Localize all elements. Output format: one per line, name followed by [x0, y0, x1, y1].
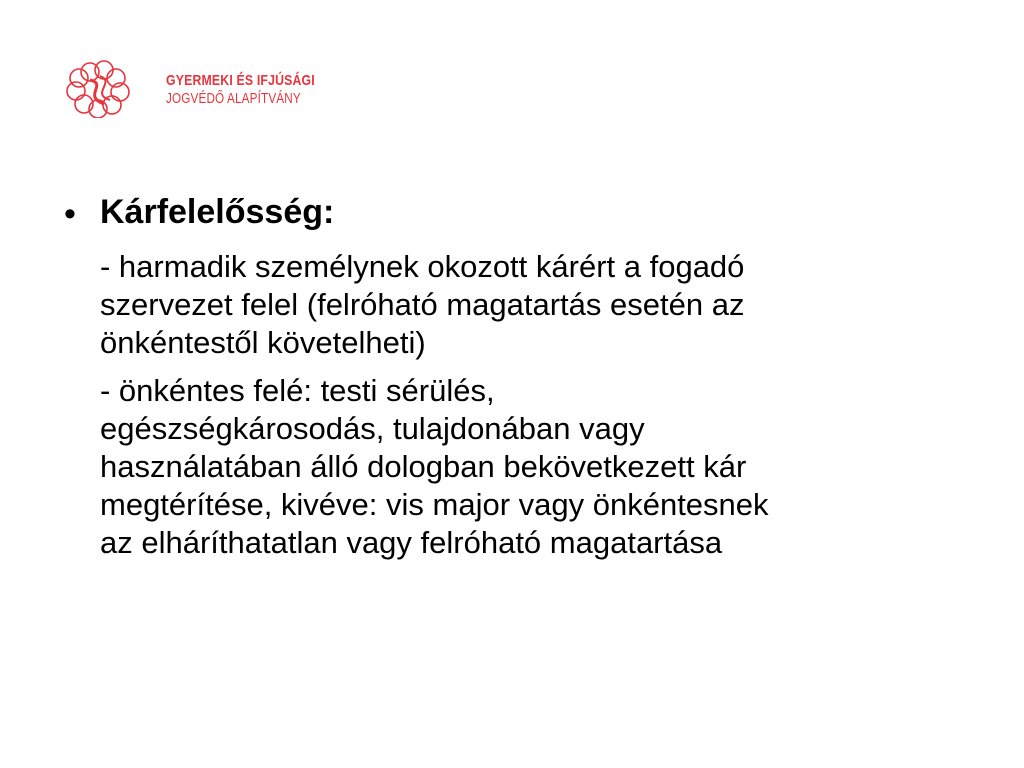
logo-wordmark — [166, 72, 348, 108]
slide-heading: Kárfelelősség: — [100, 193, 335, 231]
logo-title-line1: GYERMEKI ÉS IFJÚSÁGI — [166, 72, 315, 89]
bullet-icon: • — [64, 195, 76, 233]
slide-body — [64, 188, 984, 562]
paragraph-volunteer-damages: - önkéntes felé: testi sérülés, egészségkárosodás, tulajdonában vagy használatában álló dologban bekövetkezett kár megtérítése, kivéve: vis major vagy önkéntesnek az elháríthatatlan vagy felróható magatartása — [100, 373, 769, 560]
logo-title-line2: JOGVÉDŐ ALAPÍTVÁNY — [166, 90, 301, 107]
foundation-logo — [60, 60, 340, 118]
bullet-item — [64, 188, 984, 240]
flower-logo-icon — [60, 60, 144, 118]
paragraph-third-party-liability: - harmadik személynek okozott kárért a fogadó szervezet felel (felróható magatartás esetén az önkéntestől követelheti) — [100, 249, 745, 360]
